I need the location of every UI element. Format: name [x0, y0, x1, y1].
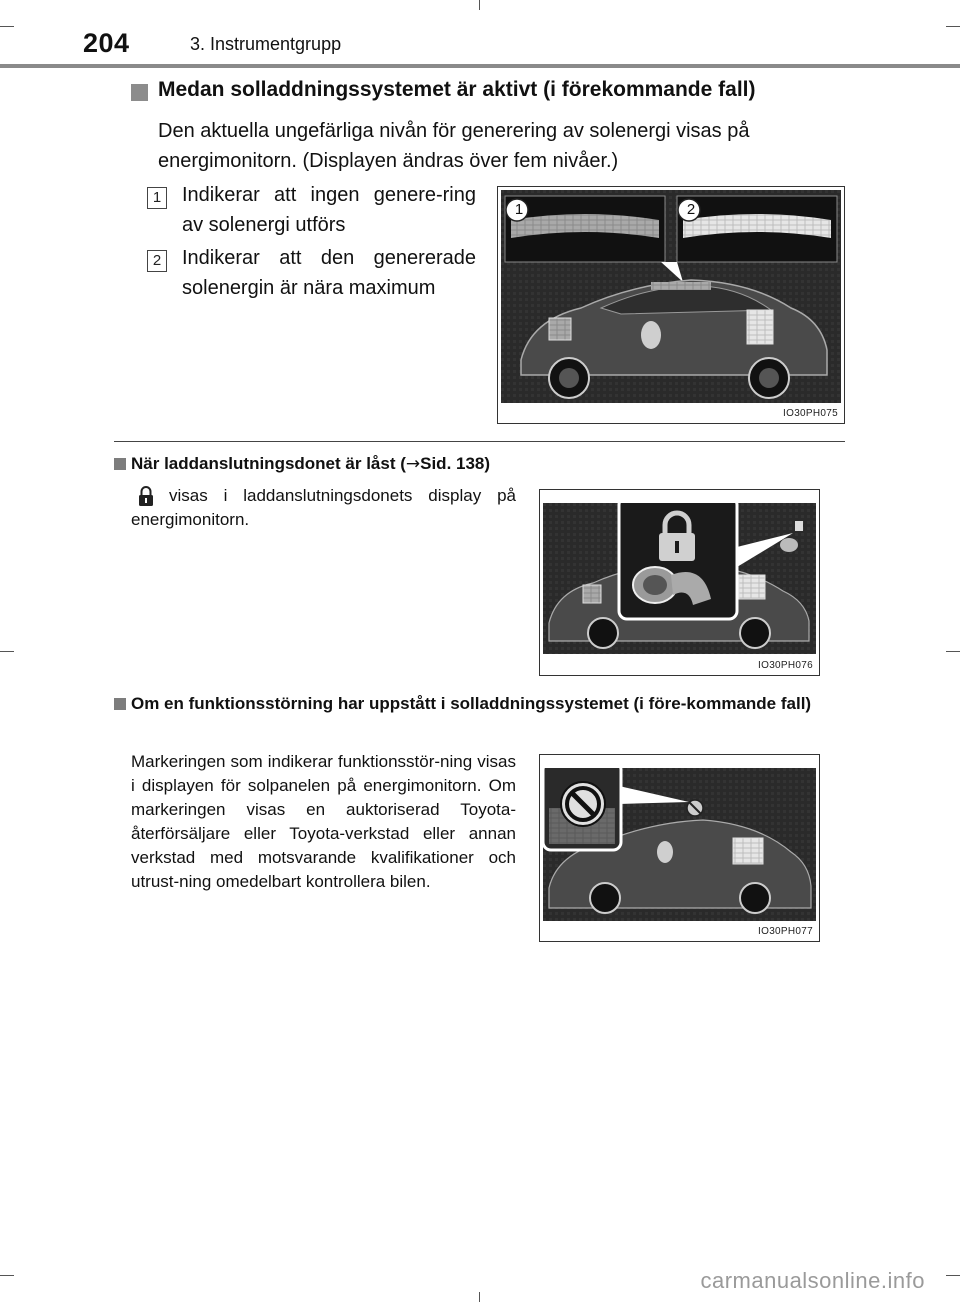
figure-code: IO30PH076 [758, 660, 813, 671]
item-number: 1 [147, 187, 167, 209]
crop-mark [479, 0, 480, 10]
section-title-malfunction: Om en funktionsstörning har uppstått i solladdningssystemet (i före-kommande fall) [131, 694, 812, 713]
crop-mark [0, 1275, 14, 1276]
section-body-locked: visas i laddanslutningsdonets display på energimonitorn. [131, 486, 516, 529]
section-body-malfunction: Markeringen som indikerar funktionsstör-ning visas i displayen för solpanelen på energimonitorn. Om markeringen visas en auktoriserad Toyota-återförsäljare eller Toyota-verkstad eller annan verkstad med motsvarande kvalifikationer och utrust-ning omedelbart kontrollera bilen. [131, 752, 516, 891]
section-title-solar: Medan solladdningssystemet är aktivt (i förekommande fall) [158, 78, 756, 101]
section-marker [114, 458, 126, 470]
crop-mark [946, 1275, 960, 1276]
figure-locked-connector [539, 489, 820, 676]
arrow-icon: → [405, 454, 421, 474]
section-marker [114, 698, 126, 710]
section-divider [114, 441, 845, 442]
crop-mark [0, 26, 14, 27]
callout-number-1: 1 [514, 201, 524, 218]
car-solar-illustration [501, 190, 841, 403]
callout-number-2: 2 [686, 201, 696, 218]
crop-mark [946, 26, 960, 27]
section-title-locked: När laddanslutningsdonet är låst (→Sid. 138) [131, 454, 491, 474]
crop-mark [0, 651, 14, 652]
watermark: carmanualsonline.info [700, 1268, 925, 1293]
item-text: Indikerar att den genererade solenergin är nära maximum [182, 247, 476, 299]
figure-malfunction [539, 754, 820, 942]
figure-code: IO30PH075 [783, 408, 838, 419]
figure-solar-levels [497, 186, 845, 424]
chapter-title: 3. Instrumentgrupp [190, 34, 342, 54]
section-body-solar: Den aktuella ungefärliga nivån för generering av solenergi visas på energimonitorn. (Displayen ändras över fem nivåer.) [158, 120, 750, 172]
section-marker [131, 84, 148, 101]
item-number: 2 [147, 250, 167, 272]
crop-mark [946, 651, 960, 652]
item-text: Indikerar att ingen genere-ring av solenergi utförs [182, 184, 476, 236]
page-number: 204 [83, 28, 130, 58]
crop-mark [479, 1292, 480, 1302]
figure-code: IO30PH077 [758, 926, 813, 937]
header-rule [0, 64, 960, 68]
